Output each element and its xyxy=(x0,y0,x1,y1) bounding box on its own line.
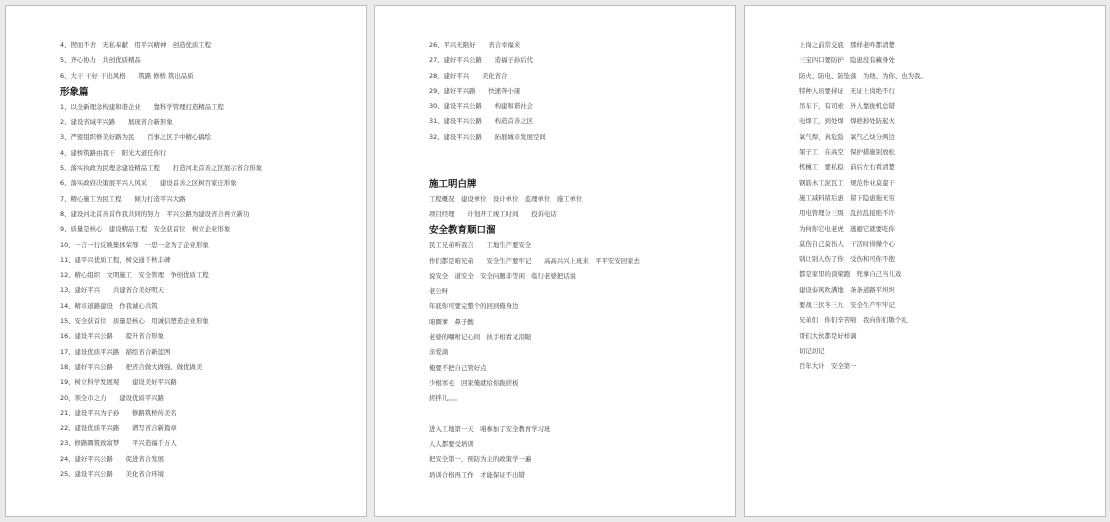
text-line: 少根寒毛 回家俺就给你跪搓板 xyxy=(429,378,519,387)
text-line: 1、以全新理念构建和谐企业 靠科学管理打造精品工程 xyxy=(60,102,224,111)
text-line: 30、建设平兴公路 构建和谐社会 xyxy=(429,102,533,111)
text-line: 百年大计 安全第一 xyxy=(799,362,857,371)
text-line: 10、一言一行反映集体荣辱 一思一念为了企业形象 xyxy=(60,240,209,249)
text-line: 11、建平兴优质工程，树交通千秋丰碑 xyxy=(60,255,171,264)
text-line: 5、齐心协力 共创优质精品 xyxy=(60,56,141,65)
document-page-1 xyxy=(5,5,367,517)
text-line: 防火、防电、防坠落 为他、为你、也为我。 xyxy=(799,71,927,80)
text-line: 26、平兴无限好 省合幸福来 xyxy=(429,41,521,49)
text-line: 哥们大伙都是好样滴 xyxy=(799,331,857,340)
text-line: 用电管理分三级 乱拉乱接绝不许 xyxy=(799,209,895,218)
section-heading: 施工明白牌 xyxy=(429,178,477,190)
text-line: 三宝四口要防护 隐患没有藏身处 xyxy=(799,56,895,65)
text-line: 作们都是咱兄弟 安全生产要牢记 高高兴兴上班来 平平安安回家去 xyxy=(429,256,640,265)
text-line: 年底你可要完整个的回到俺身边 xyxy=(429,302,519,311)
document-page-3 xyxy=(744,5,1106,517)
text-line: 27、建好平兴公路 造福子孙后代 xyxy=(429,56,533,65)
text-line: 3、严密组织修美好路为民 百事之区手中精心搞绘 xyxy=(60,133,212,142)
text-line: 上岗之前常交底 那样老咋都清楚 xyxy=(799,41,895,49)
text-line: 培训合格再工作 才能保证不出错 xyxy=(429,470,525,479)
text-line: 别让别人伤了你 受伤和可你不抱 xyxy=(799,255,895,264)
section-heading: 形象篇 xyxy=(60,86,89,98)
text-line: 19、树立科学发展观 建设美好平兴路 xyxy=(60,378,177,387)
text-line: 兄弟们 你们辛苦啦 我向你们敬个礼 xyxy=(799,316,908,325)
text-line: 21、建设平兴为子孙 修路筑桥传美名 xyxy=(60,408,177,417)
text-line: 28、建好平兴 美化省合 xyxy=(429,71,508,80)
section-heading: 安全教育顺口溜 xyxy=(429,225,496,237)
text-line: 搓拌儿。。。 xyxy=(429,394,461,403)
text-line: 24、建好平兴公路 促进省合发展 xyxy=(60,454,164,463)
text-line: 钢筋木工泥瓦工 规范作业莫蛮干 xyxy=(799,178,895,187)
text-line: 23、修路圈筑致富梦 平兴造福千万人 xyxy=(60,439,177,448)
text-line: 建设泰风吹满地 条条道路平坦坦 xyxy=(799,285,895,294)
text-line: 9、质量是核心 建设精品工程 安全获首位 树立企业形象 xyxy=(60,225,231,234)
text-line: 把安全第一，预防为主的政策学一遍 xyxy=(429,455,532,464)
text-line: 工程概况 建设单位 设计单位 监理单位 施工单位 xyxy=(429,194,583,203)
text-line: 25、建设平兴公路 美化省合环境 xyxy=(60,470,164,479)
text-line: 施工减料留后患 留下隐患拖无穷 xyxy=(799,193,895,202)
text-line: 18、建好平兴公路 把省合做大做强、做优做美 xyxy=(60,362,203,371)
text-line: 项目经理 计划开工竣工时间 投诉电话 xyxy=(429,209,557,218)
text-line: 4、锲而不舍 无私奉献 用平兴精神 创造优质工程 xyxy=(60,41,212,49)
page-3-content xyxy=(799,38,1095,375)
text-line: 切记切记 xyxy=(799,346,825,355)
text-line: 电焊工，到处焊 焊疤掉处防起火 xyxy=(799,117,895,126)
text-line: 民工兄弟听我言 工地生产要安全 xyxy=(429,241,532,250)
text-line: 要战三伏冬三九 安全生产牢牢记 xyxy=(799,301,895,310)
text-line: 29、建好平兴路 快速奔小康 xyxy=(429,86,521,95)
text-line: 31、建设平兴公路 构造首善之区 xyxy=(429,117,533,126)
text-line: 2、建设省域平兴路 展现省合新形象 xyxy=(60,118,173,127)
text-line: 4、建桥筑路由我干 阳光大道任你行 xyxy=(60,148,167,157)
text-line: 6、落实政府决策展平兴人风采 建设首善之区树百家庄形象 xyxy=(60,179,237,188)
text-line: 机械工 要私稳 前后左右看清楚 xyxy=(799,163,895,172)
text-line: 6、大干 干好 干出风格 筑路 修桥 筑出品质 xyxy=(60,71,194,80)
text-line: 16、建设平兴公路 提升省合形象 xyxy=(60,332,164,341)
text-line: 咱圈爹 鼻子酸 xyxy=(429,317,474,326)
text-line: 12、精心组织 文明施工 安全管理 争创优质工程 xyxy=(60,271,209,280)
text-line: 特种人员要持证 无证上岗绝不行 xyxy=(799,86,895,95)
text-line: 亲爱滴 xyxy=(429,348,449,357)
text-line: 架子工 在高空 保护措施别放松 xyxy=(799,148,895,157)
text-line: 为何你它电老虎 逃避它就要吃你 xyxy=(799,224,895,233)
page-1-content xyxy=(60,38,356,482)
text-line: 13、建好平兴 共建省合美好明天 xyxy=(60,286,164,295)
page-2-content xyxy=(429,38,725,483)
text-line: 说安全 道安全 安全问题非等闲 临行老婆把话说 xyxy=(429,271,576,280)
text-line: 俺要不把自己管好点 xyxy=(429,363,487,372)
text-line: 32、建设平兴公路 拓展城市发展空间 xyxy=(429,132,546,141)
text-line: 老公呀 xyxy=(429,287,449,296)
text-line: 14、精市道路建设 作我诚心共筑 xyxy=(60,301,158,310)
text-line: 17、建设优质平兴路 描绘省合新蓝图 xyxy=(60,347,171,356)
blank-line xyxy=(429,160,725,175)
text-line: 15、安全获首位 质量是核心 用诚信塑造企业形象 xyxy=(60,317,209,326)
text-line: 进入工地第一天 咱参加了安全教育学习班 xyxy=(429,424,551,433)
text-line: 吊车下，有司索 外人靠拢机总错 xyxy=(799,102,895,111)
text-line: 20、领全市之力 建设优质平兴路 xyxy=(60,393,164,402)
text-line: 都是家里的顶梁跑 兜拿自己当儿戏 xyxy=(799,270,902,279)
text-line: 22、建设优质平兴路 谱写省合新篇章 xyxy=(60,424,177,433)
document-page-2 xyxy=(374,5,736,517)
text-line: 莫伤自己莫伤人 干活时得操个心 xyxy=(799,239,895,248)
blank-line xyxy=(429,145,725,160)
text-line: 8、建设河北首善首作我共同的努力 平兴公路为建设省合再立新功 xyxy=(60,209,250,218)
text-line: 氧气焊，真危险 氧气乙炔分两边 xyxy=(799,132,895,141)
text-line: 人人都要受培训 xyxy=(429,440,474,449)
text-line: 5、落实执政为民理念建设精品工程 打造河北首善之区展示省合形象 xyxy=(60,164,263,173)
text-line: 老婆的嘱咐记心间 执手相看叉泪眼 xyxy=(429,333,532,342)
blank-line xyxy=(429,407,725,422)
text-line: 7、精心施工为民工程 倾力打造平兴大路 xyxy=(60,194,186,203)
